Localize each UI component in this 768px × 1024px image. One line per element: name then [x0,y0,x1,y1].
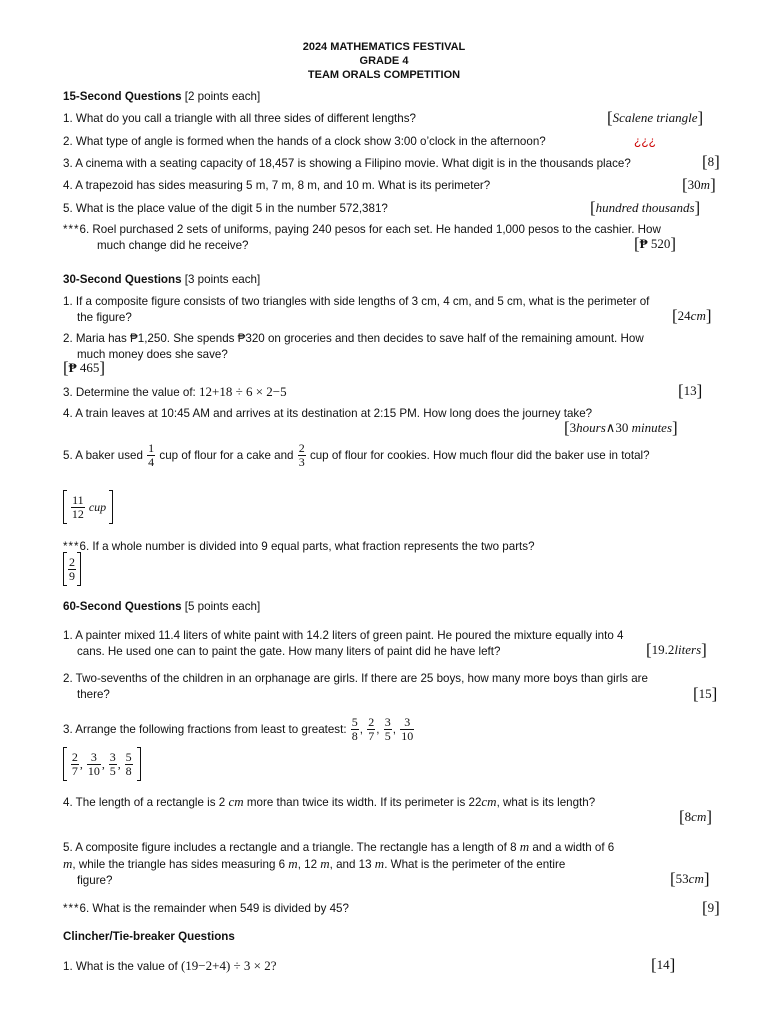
starred-marker: *** [63,902,80,915]
s60-question-2: 2. Two-sevenths of the children in an orphanage are girls. If there are 25 boys, how many more boys than girls are there? [63,672,648,701]
festival-title: 2024 MATHEMATICS FESTIVAL [302,41,466,53]
s60-answer-4: [8cm] [679,807,713,826]
starred-marker: *** [63,540,80,553]
s15-question-2: 2. What type of angle is formed when the hands of a clock show 3:00 o’clock in the afternoon? [63,135,546,148]
section-60-title: 60-Second Questions [63,600,182,613]
section-30-second-heading [63,273,260,286]
s30-question-5: 5. A baker used $\frac{1}{4}$ cup of flour for a cake and $\frac{2}{3}$ cup of flour for cookies. How much flour did the baker use in total? [63,441,650,470]
s60-question-4: 4. The length of a rectangle is 2 cm more than twice its width. If its perimeter is 22cm, what is its length? [63,794,596,809]
s30-answer-4: [3hours∧30 minutes] [564,418,678,437]
s30-question-2: 2. Maria has ₱1,250. She spends ₱320 on groceries and then decides to save half of the remaining amount. How much money does she save? [63,332,644,361]
s15-answer-5: [hundred thousands] [590,198,701,217]
s15-answer-2: ¿¿¿ [634,134,656,148]
s30-answer-2: [₱ 465] [63,358,106,377]
s60-question-1: 1. A painter mixed 11.4 liters of white paint with 14.2 liters of green paint. He poured the mixture equally into 4 cans. He used one can to paint the gate. How many liters of paint did he have left? [63,629,624,658]
s30-question-4: 4. A train leaves at 10:45 AM and arrives at its destination at 2:15 PM. How long does the journey take? [63,407,593,420]
starred-marker: *** [63,223,80,236]
s60-answer-3: $\frac{2}{7}$ , $\frac{3}{10}$ , $\frac{3}{5}$ , $\frac{5}{8}$ [63,747,141,781]
s30-answer-5: $\frac{11}{12}$ cup [63,490,113,524]
s30-question-3: 3. Determine the value of: 12+18 ÷ 6 × 2−5 [63,384,287,399]
section-15-points: [2 points each] [184,90,261,103]
section-30-points: [3 points each] [184,273,261,286]
s15-question-6: ***6. Roel purchased 2 sets of uniforms, paying 240 pesos for each set. He handed 1,000 pesos to the cashier. How much change did he receive? [63,223,661,252]
fraction: $\frac{1}{4}$ [148,441,155,470]
s30-answer-3: [13] [678,381,703,400]
s60-answer-5: [53cm] [670,869,710,888]
clincher-title: Clincher/Tie-breaker Questions [63,930,235,943]
s15-answer-4: [30m] [682,175,716,194]
s15-question-3: 3. A cinema with a seating capacity of 18,457 is showing a Filipino movie. What digit is in the thousands place? [63,157,631,170]
s60-answer-1: [19.2liters] [646,640,707,659]
section-15-title: 15-Second Questions [63,90,182,103]
fraction: $\frac{2}{7}$ [368,715,375,744]
s15-question-5: 5. What is the place value of the digit 5 in the number 572,381? [63,202,388,215]
s15-answer-1: [Scalene triangle] [607,108,704,127]
competition-title: TEAM ORALS COMPETITION [307,69,461,81]
clincher-question-1: 1. What is the value of (19−2+4) ÷ 3 × 2? [63,958,277,973]
fraction: $\frac{3}{10}$ [401,715,414,744]
s15-answer-6: [₱ 520] [634,234,677,253]
s30-question-6: ***6. If a whole number is divided into 9 equal parts, what fraction represents the two parts? [63,540,535,553]
s60-question-6: ***6. What is the remainder when 549 is divided by 45? [63,902,349,915]
expression: (19−2+4) ÷ 3 × 2? [180,958,277,973]
s30-answer-6: $\frac{2}{9}$ [63,552,81,586]
clincher-answer-1: [14] [651,955,676,974]
s15-question-4: 4. A trapezoid has sides measuring 5 m, 7 m, 8 m, and 10 m. What is its perimeter? [63,179,491,192]
fraction: $\frac{2}{3}$ [298,441,305,470]
fraction: $\frac{3}{5}$ [384,715,391,744]
clincher-heading [63,930,235,943]
s30-answer-1: [24cm] [672,306,712,325]
s30-question-1: 1. If a composite figure consists of two triangles with side lengths of 3 cm, 4 cm, and 5 cm, what is the perimeter of the figure? [63,295,650,324]
section-60-second-heading [63,600,260,613]
s60-answer-2: [15] [693,684,718,703]
s60-question-5: 5. A composite figure includes a rectangle and a triangle. The rectangle has a length of 8 m and a width of 6 m, while the triangle has sides measuring 6 m, 12 m, and 13 m. What is the perimeter of the entire figure? [63,839,615,887]
grade-title: GRADE 4 [359,55,409,67]
s60-question-3: 3. Arrange the following fractions from least to greatest: $\frac{5}{8}$ , $\frac{2}{7}$ , $\frac{3}{5}$ , $\frac{3}{10}$ [63,715,414,744]
section-15-second-heading [63,90,260,103]
section-30-title: 30-Second Questions [63,273,182,286]
section-60-points: [5 points each] [184,600,261,613]
expression: 12+18 ÷ 6 × 2−5 [199,384,287,399]
fraction: $\frac{5}{8}$ [351,715,358,744]
s15-answer-3: [8] [702,152,720,171]
s60-answer-6: [9] [702,898,720,917]
s15-question-1: 1. What do you call a triangle with all three sides of different lengths? [63,112,416,125]
